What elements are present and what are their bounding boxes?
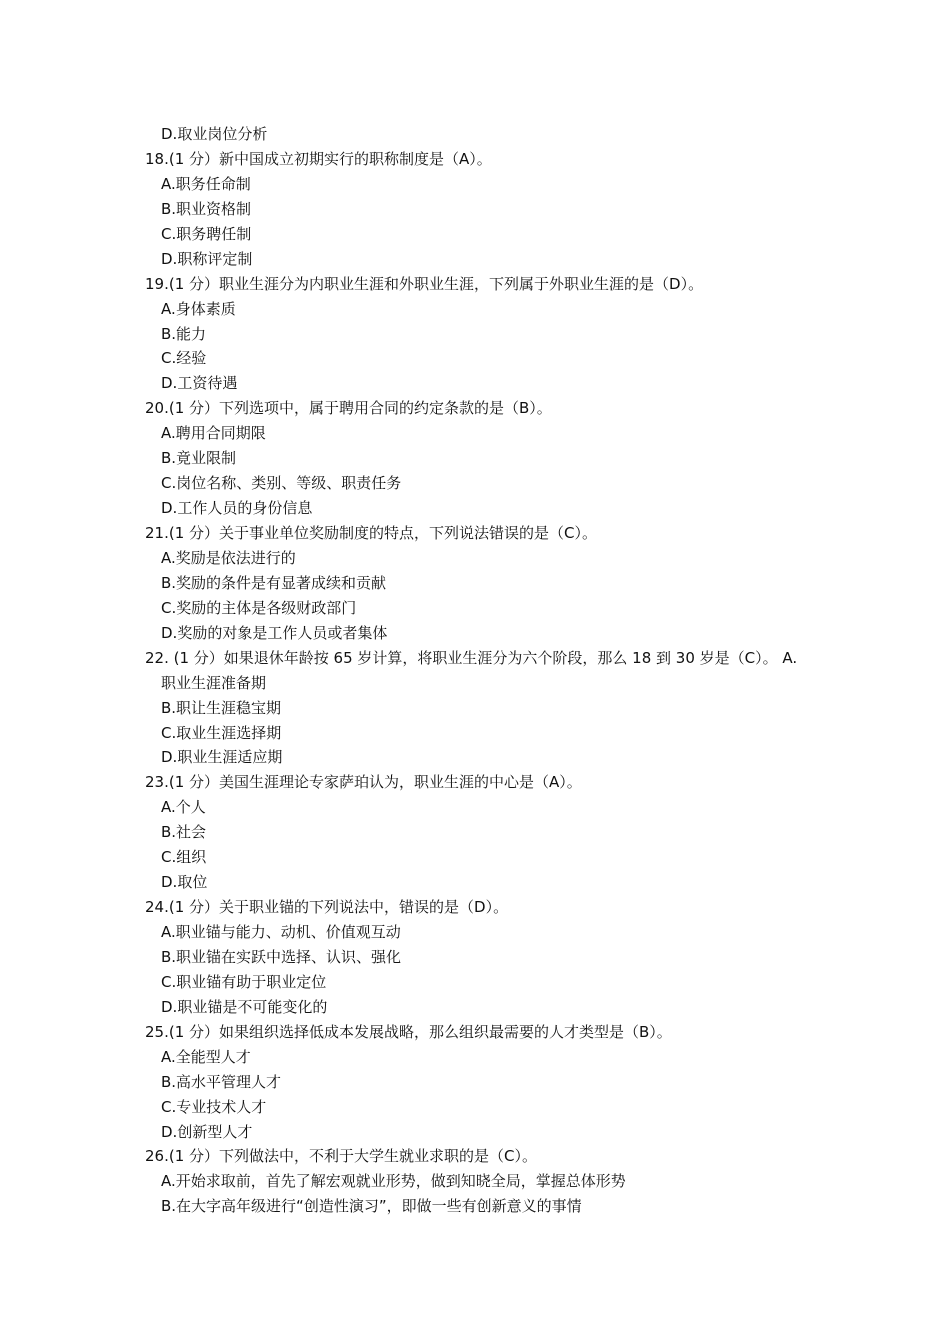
question-text: 21.(1 分）关于事业单位奖励制度的特点，下列说法错误的是（C）。: [145, 524, 597, 542]
question-text: 26.(1 分）下列做法中，不利于大学生就业求职的是（C）。: [145, 1147, 537, 1166]
option-text: A.全能型人才: [161, 1047, 251, 1066]
option-text: B.职让生涯稳宝期: [161, 698, 282, 717]
option-text: A.职业锚与能力、动机、价值观互动: [161, 923, 401, 941]
option-text: B.奖励的条件是有显著成续和贡献: [161, 573, 387, 592]
option-text: D.职业生涯适应期: [161, 748, 283, 767]
question-text: 24.(1 分）关于职业锚的下列说法中，错误的是（D）。: [145, 898, 509, 917]
option-text: B.职业锚在实跃中选择、认识、强化: [161, 947, 402, 966]
option-text: C.取业生涯选择期: [161, 723, 282, 742]
option-text: B.高水平管理人才: [161, 1072, 282, 1091]
option-text: D.创新型人才: [161, 1122, 253, 1141]
question-text: 23.(1 分）美国生涯理论专家萨珀认为，职业生涯的中心是（A）。: [145, 773, 582, 792]
option-text: B.职业资格制: [161, 199, 252, 218]
option-text: A.身体素质: [161, 299, 236, 318]
question-continuation: 职业生涯准备期: [161, 673, 267, 692]
question-text: 25.(1 分）如果组织选择低成本发展战略，那么组织最需要的人才类型是（B）。: [145, 1022, 672, 1041]
option-text: B.能力: [161, 324, 207, 343]
option-text: C.职业锚有助于职业定位: [161, 972, 327, 991]
option-text: D.工资待遇: [161, 374, 238, 393]
option-text: C.奖励的主体是各级财政部门: [161, 598, 357, 617]
option-text: B.竟业限制: [161, 449, 237, 468]
option-text: B.社会: [161, 823, 207, 842]
option-text: D.取位: [161, 873, 208, 892]
option-text: A.奖励是依法进行的: [161, 548, 296, 567]
option-text: D.奖励的对象是工作人员或者集体: [161, 623, 388, 642]
question-list: [145, 122, 825, 1219]
option-text: C.经验: [161, 349, 207, 368]
question-text: 22. (1 分）如果退休年龄按 65 岁计算，将职业生涯分为六个阶段，那么 18 到 30 岁是（C）。 A.: [145, 648, 798, 667]
question-text: 20.(1 分）下列选项中，属于聘用合同的约定条款的是（B）。: [145, 399, 552, 418]
option-text: D.取业岗位分析: [161, 125, 268, 143]
option-text: D.职称评定制: [161, 249, 253, 268]
option-text: C.岗位名称、类别、等级、职责任务: [161, 474, 402, 493]
option-text: A.个人: [161, 798, 206, 817]
option-text: B.在大字高年级进行“创造性演习”，即做一些有创新意义的事情: [161, 1197, 582, 1216]
option-text: D.工作人员的身份信息: [161, 499, 313, 518]
option-text: C.专业技术人才: [161, 1097, 267, 1116]
option-text: A.开始求取前，首先了解宏观就业形势，做到知晓全局，掌握总体形势: [161, 1172, 626, 1191]
option-text: C.职务聘任制: [161, 224, 252, 243]
question-text: 19.(1 分）职业生涯分为内职业生涯和外职业生涯，下列属于外职业生涯的是（D）。: [145, 274, 704, 293]
question-text: 18.(1 分）新中国成立初期实行的职称制度是（A）。: [145, 149, 492, 168]
option-text: D.职业锚是不可能变化的: [161, 997, 328, 1016]
option-text: C.组织: [161, 848, 207, 867]
option-text: A.职务任命制: [161, 174, 251, 193]
option-text: A.聘用合同期限: [161, 424, 266, 443]
